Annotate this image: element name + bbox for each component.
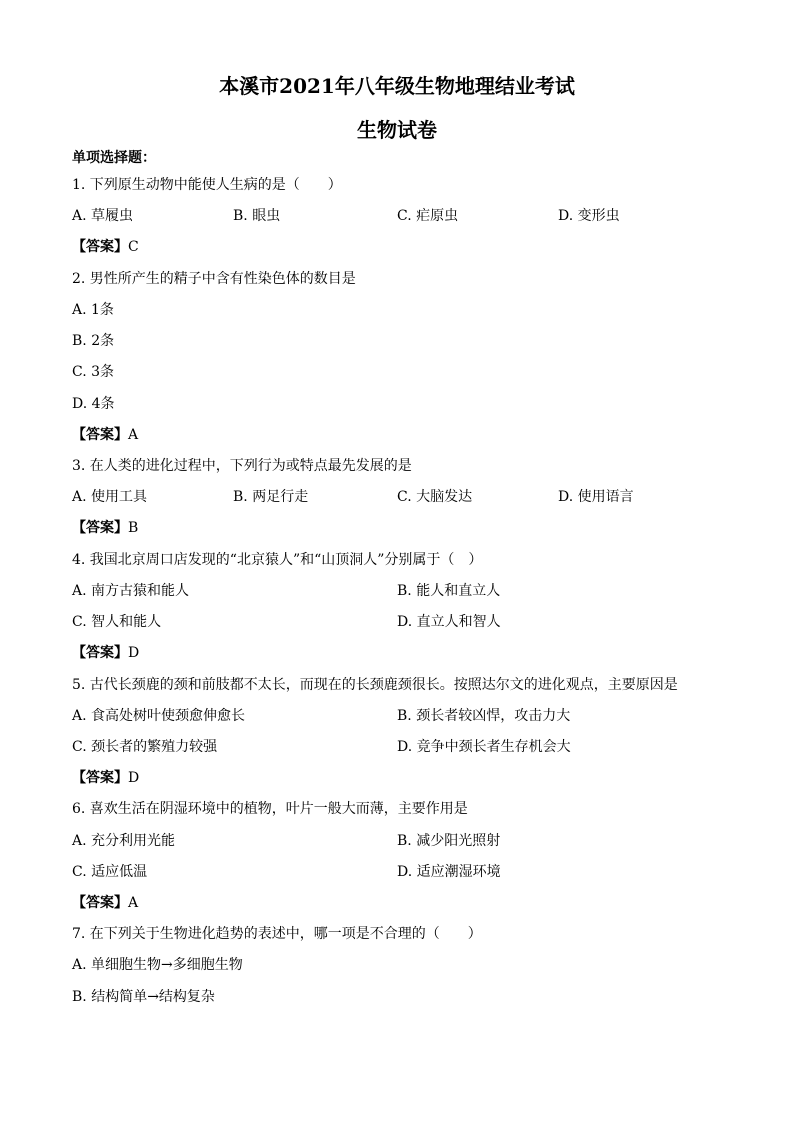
exam-title: 本溪市2021年八年级生物地理结业考试 xyxy=(219,74,575,98)
question-3-option-b: B. 两足行走 xyxy=(233,489,309,505)
question-5-option-d: D. 竞争中颈长者生存机会大 xyxy=(397,739,571,755)
question-2-stem: 2. 男性所产生的精子中含有性染色体的数目是 xyxy=(72,271,356,287)
question-3-answer xyxy=(72,519,138,537)
question-7-option-a: A. 单细胞生物→多细胞生物 xyxy=(72,957,243,973)
question-5-answer xyxy=(72,769,139,787)
question-4-answer xyxy=(72,644,139,662)
question-4-option-c: C. 智人和能人 xyxy=(72,614,162,630)
question-6-option-a: A. 充分利用光能 xyxy=(72,833,176,849)
answer-value: A xyxy=(128,427,139,443)
answer-value: C xyxy=(128,239,139,255)
question-7-stem: 7. 在下列关于生物进化趋势的表述中，哪一项是不合理的（ ） xyxy=(72,926,482,942)
question-3-option-a: A. 使用工具 xyxy=(72,489,148,505)
question-4-option-b: B. 能人和直立人 xyxy=(397,583,501,599)
question-6-option-d: D. 适应潮湿环境 xyxy=(397,864,501,880)
answer-label: 【答案】 xyxy=(72,427,128,443)
question-4-stem: 4. 我国北京周口店发现的“北京猿人”和“山顶洞人”分别属于（ ） xyxy=(72,552,483,568)
answer-label: 【答案】 xyxy=(72,645,128,661)
answer-value: A xyxy=(128,895,139,911)
question-7-option-b: B. 结构简单→结构复杂 xyxy=(72,989,215,1005)
question-1-option-d: D. 变形虫 xyxy=(558,208,620,224)
question-6-option-b: B. 减少阳光照射 xyxy=(397,833,501,849)
question-2-option-d: D. 4条 xyxy=(72,396,115,412)
question-6-answer xyxy=(72,894,138,912)
question-2-option-c: C. 3条 xyxy=(72,364,115,380)
question-4-option-d: D. 直立人和智人 xyxy=(397,614,501,630)
question-1-answer xyxy=(72,238,139,256)
answer-label: 【答案】 xyxy=(72,770,128,786)
question-2-answer xyxy=(72,426,138,444)
question-3-option-c: C. 大脑发达 xyxy=(397,489,473,505)
question-5-stem: 5. 古代长颈鹿的颈和前肢都不太长，而现在的长颈鹿颈很长。按照达尔文的进化观点，主要原因是 xyxy=(72,677,678,693)
question-1-option-a: A. 草履虫 xyxy=(72,208,134,224)
answer-value: D xyxy=(128,645,140,661)
answer-label: 【答案】 xyxy=(72,895,128,911)
answer-label: 【答案】 xyxy=(72,520,128,536)
section-heading: 单项选择题： xyxy=(72,150,156,166)
question-5-option-c: C. 颈长者的繁殖力较强 xyxy=(72,739,218,755)
answer-label: 【答案】 xyxy=(72,239,128,255)
question-1-option-c: C. 疟原虫 xyxy=(397,208,459,224)
question-5-option-b: B. 颈长者较凶悍，攻击力大 xyxy=(397,708,571,724)
question-3-stem: 3. 在人类的进化过程中，下列行为或特点最先发展的是 xyxy=(72,458,412,474)
question-2-option-b: B. 2条 xyxy=(72,333,115,349)
question-3-option-d: D. 使用语言 xyxy=(558,489,634,505)
answer-value: B xyxy=(128,520,139,536)
question-4-option-a: A. 南方古猿和能人 xyxy=(72,583,190,599)
question-5-option-a: A. 食高处树叶使颈愈伸愈长 xyxy=(72,708,246,724)
question-6-stem: 6. 喜欢生活在阴湿环境中的植物，叶片一般大而薄，主要作用是 xyxy=(72,801,468,817)
question-2-option-a: A. 1条 xyxy=(72,302,114,318)
question-1-option-b: B. 眼虫 xyxy=(233,208,281,224)
question-6-option-c: C. 适应低温 xyxy=(72,864,148,880)
exam-subtitle: 生物试卷 xyxy=(357,118,437,142)
question-1-stem: 1. 下列原生动物中能使人生病的是（ ） xyxy=(72,177,342,193)
answer-value: D xyxy=(128,770,140,786)
